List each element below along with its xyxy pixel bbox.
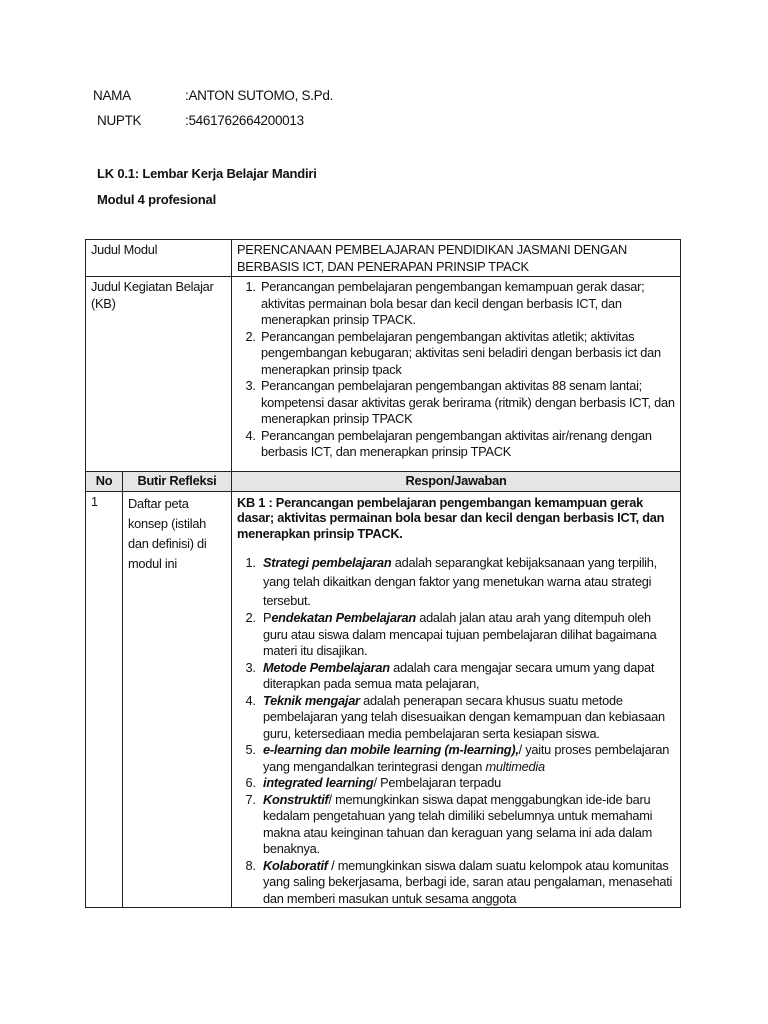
name-row [93, 88, 333, 103]
reflection-item: 3. Metode Pembelajaran adalah cara mengajar secara umum yang dapat diterapkan pada semua mata pelajaran, [259, 660, 675, 693]
term: Teknik mengajar [263, 692, 360, 708]
reflection-item: 1. Strategi pembelajaran adalah separangkat kebijaksanaan yang terpilih, yang telah dikaitkan dengan faktor yang menetukan warna atau strategi tersebut. [259, 553, 675, 610]
reflection-item: 8. Kolaboratif / memungkinkan siswa dalam suatu kelompok atau komunitas yang saling bekerjasama, berbagi ide, saran atau pengalaman, menasehati dan memberi masukan untuk sesama anggota [259, 858, 675, 908]
kb-item: 3. Perancangan pembelajaran pengembangan aktivitas 88 senam lantai; kompetensi dasar aktivitas gerak berirama (ritmik) dengan berbasis ICT, dan menerapkan prinsip TPACK [259, 378, 675, 428]
name-value: :ANTON SUTOMO, S.Pd. [185, 88, 334, 103]
nuptk-label: NUPTK [97, 113, 142, 128]
term: integrated learning [263, 775, 374, 790]
reflection-item: 5. e-learning dan mobile learning (m-learning),/ yaitu proses pembelajaran yang mengandalkan terintegrasi dengan multimedia [259, 742, 675, 775]
judul-modul-row [86, 240, 681, 277]
reflection-item: 7. Konstruktif/ memungkinkan siswa dapat menggabungkan ide-ide baru kedalam pengetahuan yang telah dimiliki sebelumnya untuk memahami makna atau keinginan tahuan dan keraguan yang selama ini ada dalam benaknya. [259, 792, 675, 858]
reflection-item: 6. integrated learning/ Pembelajaran terpadu [259, 775, 675, 792]
col-no-header: No [86, 472, 123, 492]
term: Kolaboratif [263, 857, 328, 873]
reflection-item: 2. Pendekatan Pembelajaran adalah jalan atau arah yang ditempuh oleh guru atau siswa dalam mencapai tujuan pembelajaran dilihat bagaimana materi itu disajikan. [259, 610, 675, 660]
judul-modul-label: Judul Modul [86, 240, 232, 277]
term: Strategi pembelajaran [263, 555, 392, 570]
judul-modul-value: PERENCANAAN PEMBELAJARAN PENDIDIKAN JASMANI DENGAN BERBASIS ICT, DAN PENERAPAN PRINSIP TPACK [232, 240, 681, 277]
nuptk-row [97, 113, 304, 128]
table-header-row [86, 472, 681, 492]
respon-cell [232, 491, 681, 908]
name-label: NAMA [93, 88, 131, 103]
kb-item: 1. Perancangan pembelajaran pengembangan kemampuan gerak dasar; aktivitas permainan bola besar dan kecil dengan berbasis ICT, dan menerapkan prinsip TPACK. [259, 279, 675, 329]
kb-list [237, 279, 675, 461]
row-number: 1 [86, 491, 123, 908]
reflection-table [85, 239, 681, 908]
kb-item: 4. Perancangan pembelajaran pengembangan aktivitas air/renang dengan berbasis ICT, dan menerapkan prinsip TPACK [259, 428, 675, 461]
lk-title: LK 0.1: Lembar Kerja Belajar Mandiri [97, 166, 317, 181]
kb1-title: KB 1 : Perancangan pembelajaran pengembangan kemampuan gerak dasar; aktivitas permainan bola besar dan kecil dengan berbasis ICT, dan menerapkan prinsip TPACK. [237, 494, 665, 541]
kb-item: 2. Perancangan pembelajaran pengembangan aktivitas atletik; aktivitas pengembangan kebugaran; aktivitas seni beladiri dengan berbasis ict dan menerapkan prinsip tpack [259, 329, 675, 379]
nuptk-value: :5461762664200013 [185, 113, 304, 128]
reflection-list [237, 553, 675, 907]
col-butir-header: Butir Refleksi [123, 472, 232, 492]
table-row [86, 491, 681, 908]
butir-refleksi: Daftar peta konsep (istilah dan definisi) di modul ini [123, 491, 232, 908]
judul-kb-label: Judul Kegiatan Belajar (KB) [86, 277, 232, 472]
term: Konstruktif [263, 791, 329, 807]
kb-list-cell [232, 277, 681, 472]
judul-kb-row [86, 277, 681, 472]
term: Metode Pembelajaran [263, 659, 390, 675]
term: e-learning dan mobile learning (m-learning), [263, 742, 519, 757]
col-respon-header: Respon/Jawaban [232, 472, 681, 492]
term: endekatan Pembelajaran [271, 610, 416, 625]
reflection-item: 4. Teknik mengajar adalah penerapan secara khusus suatu metode pembelajaran yang telah disesuaikan dengan kemampuan dan kebiasaan guru, ketersediaan media pembelajaran serta kesiapan siswa. [259, 693, 675, 743]
module-title: Modul 4 profesional [97, 192, 216, 207]
